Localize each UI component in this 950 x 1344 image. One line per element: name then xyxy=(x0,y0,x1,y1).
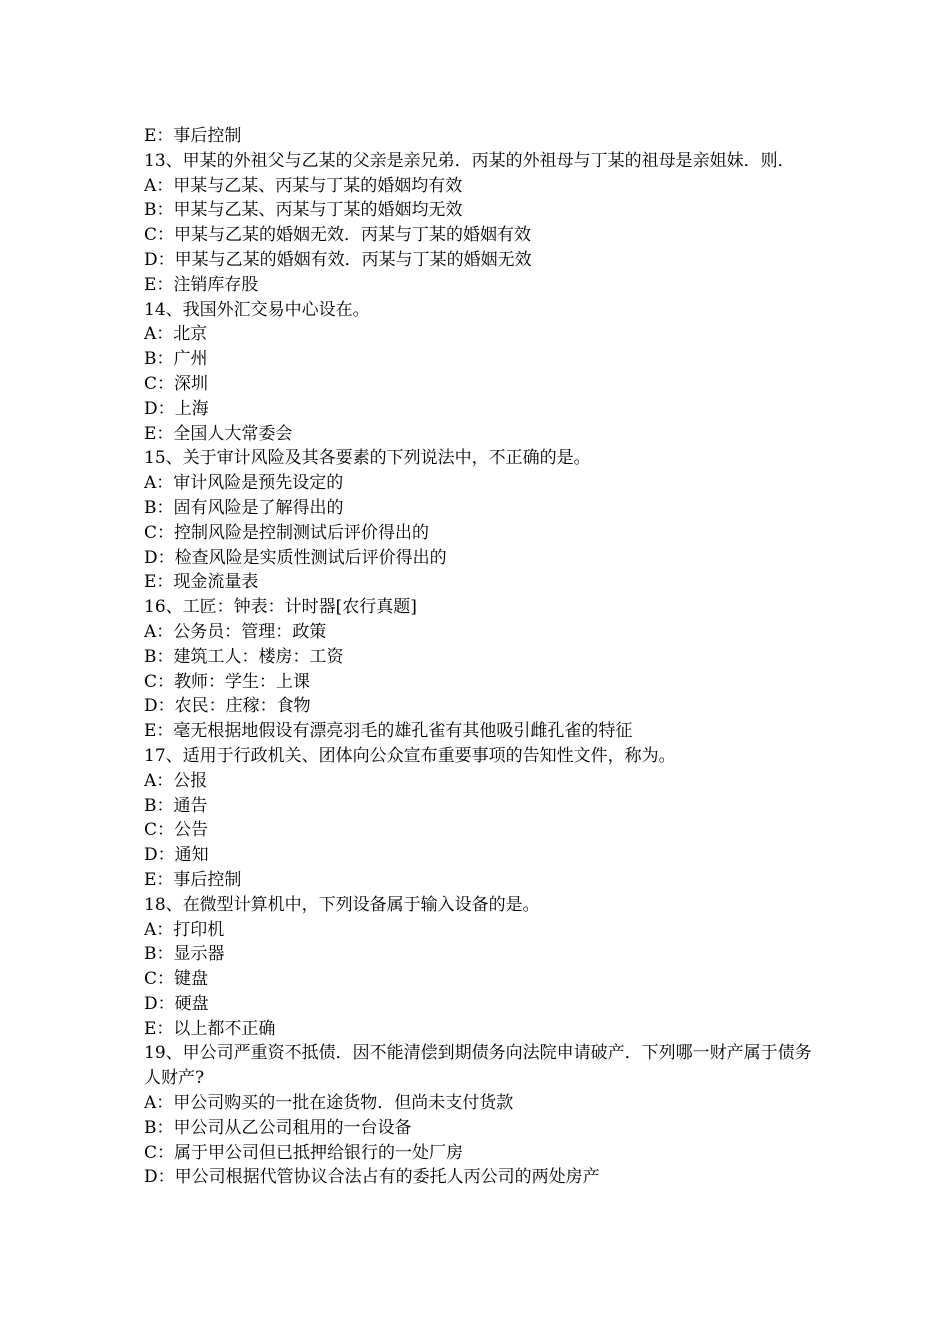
option-line: C：键盘 xyxy=(144,969,209,990)
option-line: B：显示器 xyxy=(144,944,225,965)
option-line: C：公告 xyxy=(144,820,209,841)
option-line: B：通告 xyxy=(144,795,208,816)
option-line: A：北京 xyxy=(144,324,208,345)
option-line: E：注销库存股 xyxy=(144,274,259,295)
option-line: A：打印机 xyxy=(144,919,225,940)
option-line: B：广州 xyxy=(144,349,208,370)
option-line: C：属于甲公司但已抵押给银行的一处厂房 xyxy=(144,1142,464,1163)
option-line: C：甲某与乙某的婚姻无效．丙某与丁某的婚姻有效 xyxy=(144,225,532,246)
question-line: 17、适用于行政机关、团体向公众宣布重要事项的告知性文件，称为。 xyxy=(144,745,676,766)
option-line: A：甲某与乙某、丙某与丁某的婚姻均有效 xyxy=(144,175,463,196)
option-line: A：公报 xyxy=(144,770,208,791)
option-line: A：公务员：管理：政策 xyxy=(144,621,327,642)
option-line: D：农民：庄稼：食物 xyxy=(144,696,311,717)
option-line: B：建筑工人：楼房：工资 xyxy=(144,646,344,667)
option-line: E：毫无根据地假设有漂亮羽毛的雄孔雀有其他吸引雌孔雀的特征 xyxy=(144,721,633,742)
option-line: E：以上都不正确 xyxy=(144,1018,276,1039)
option-line: A：甲公司购买的一批在途货物．但尚未支付货款 xyxy=(144,1093,514,1114)
option-line: E：事后控制 xyxy=(144,869,242,890)
option-line: D：上海 xyxy=(144,398,209,419)
question-line: 18、在微型计算机中，下列设备属于输入设备的是。 xyxy=(144,894,540,915)
option-line: E：全国人大常委会 xyxy=(144,423,293,444)
question-line: 16、工匠：钟表：计时器[农行真题] xyxy=(144,597,417,618)
option-line: D：甲公司根据代管协议合法占有的委托人丙公司的两处房产 xyxy=(144,1167,600,1188)
document-body xyxy=(144,124,816,1190)
option-line: D：甲某与乙某的婚姻有效．丙某与丁某的婚姻无效 xyxy=(144,249,532,270)
option-line: A：审计风险是预先设定的 xyxy=(144,473,344,494)
option-line: C：深圳 xyxy=(144,373,209,394)
question-line: 14、我国外汇交易中心设在。 xyxy=(144,299,370,320)
option-line: C：教师：学生：上课 xyxy=(144,671,311,692)
question-line: 15、关于审计风险及其各要素的下列说法中，不正确的是。 xyxy=(144,448,591,469)
question-line: 13、甲某的外祖父与乙某的父亲是亲兄弟．丙某的外祖母与丁某的祖母是亲姐妹．则． xyxy=(144,150,795,171)
option-line: D：通知 xyxy=(144,845,209,866)
option-line: D：硬盘 xyxy=(144,993,209,1014)
option-line: C：控制风险是控制测试后评价得出的 xyxy=(144,522,430,543)
option-line: E：现金流量表 xyxy=(144,572,259,593)
option-line: D：检查风险是实质性测试后评价得出的 xyxy=(144,547,447,568)
option-line: B：甲公司从乙公司租用的一台设备 xyxy=(144,1117,412,1138)
option-line: E：事后控制 xyxy=(144,126,242,146)
option-line: B：固有风险是了解得出的 xyxy=(144,497,344,518)
option-line: B：甲某与乙某、丙某与丁某的婚姻均无效 xyxy=(144,200,463,221)
question-line: 19、甲公司严重资不抵债．因不能清偿到期债务向法院申请破产．下列哪一财产属于债务人财产? xyxy=(144,1043,812,1089)
